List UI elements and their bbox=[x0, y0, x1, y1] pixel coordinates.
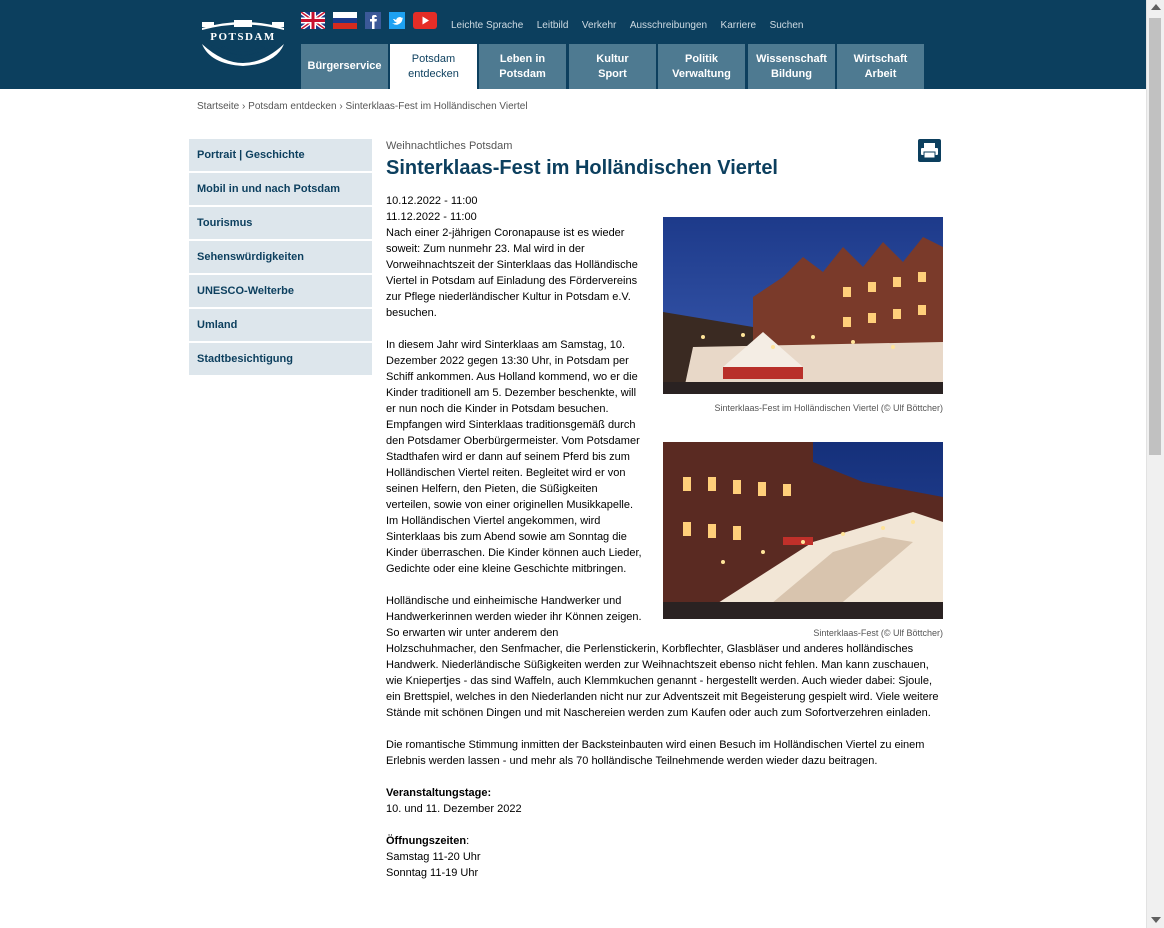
scroll-down-arrow-icon[interactable] bbox=[1151, 917, 1161, 923]
potsdam-logo[interactable] bbox=[196, 16, 290, 70]
sidebar-item-mobil[interactable]: Mobil in und nach Potsdam bbox=[189, 173, 372, 205]
vertical-scrollbar[interactable] bbox=[1146, 0, 1164, 928]
nav-label: Wirtschaft Arbeit bbox=[853, 52, 908, 80]
sidebar-item-sehenswuerdigkeiten[interactable]: Sehenswürdigkeiten bbox=[189, 241, 372, 273]
image-caption: Sinterklaas-Fest (© Ulf Böttcher) bbox=[813, 628, 943, 638]
nav-wirtschaft-arbeit[interactable] bbox=[837, 44, 924, 89]
breadcrumb bbox=[197, 101, 528, 112]
opening-hours bbox=[386, 833, 943, 881]
logo-text: POTSDAM bbox=[210, 31, 276, 43]
toplink-leichte-sprache[interactable]: Leichte Sprache bbox=[451, 20, 524, 31]
sidebar-item-stadtbesichtigung[interactable]: Stadtbesichtigung bbox=[189, 343, 372, 375]
youtube-icon[interactable] bbox=[413, 12, 437, 29]
nav-label: Kultur Sport bbox=[596, 52, 629, 80]
uk-flag-icon[interactable] bbox=[301, 12, 325, 29]
sidebar-item-tourismus[interactable]: Tourismus bbox=[189, 207, 372, 239]
article-paragraph: Die romantische Stimmung inmitten der Backsteinbauten wird einen Besuch im Holländischen Viertel zu einem Erlebnis werden lassen - und mehr als 70 holländische Teilnehmende werden wieder dazu beitragen. bbox=[386, 739, 925, 767]
sidebar-item-umland[interactable]: Umland bbox=[189, 309, 372, 341]
breadcrumb-current: Sinterklaas-Fest im Holländischen Viertel bbox=[345, 101, 528, 112]
event-date: 10.12.2022 - 11:00 bbox=[386, 195, 478, 207]
breadcrumb-separator: › bbox=[242, 101, 246, 112]
nav-buergerservice[interactable] bbox=[301, 44, 388, 89]
market-photo-evening[interactable] bbox=[663, 217, 943, 394]
facebook-icon[interactable] bbox=[365, 12, 381, 29]
scroll-up-arrow-icon[interactable] bbox=[1151, 4, 1161, 10]
nav-label: Bürgerservice bbox=[307, 60, 382, 72]
article-kicker: Weihnachtliches Potsdam bbox=[386, 140, 513, 152]
sidebar-item-portrait-geschichte[interactable]: Portrait | Geschichte bbox=[189, 139, 372, 171]
article-paragraph: Holländische und einheimische Handwerker und Handwerkerinnen werden wieder ihr Können zeigen. So erwarten wir unter anderem den Holzschuhmacher, den Senfmacher, die Perlenstickerin, Korbflechter, Glasbläser und anderes holländisches Handwerk. Niederländische Süßigkeiten werden zur Weihnachtszeit ebenso nicht fehlen. Man kann zuschauen, wie Kniepertjes - das sind Waffeln, auch Klemmkuchen genannt - hergestellt werden. Auch wieder dabei: Sjoule, ein Brettspiel, welches in den Niederlanden nicht nur zur Adventszeit mit Begeisterung gespielt wird. Viele weitere Stände mit schönen Dingen und mit Naschereien werden zum Kaufen oder auch zum Sofortverzehren einladen. bbox=[386, 595, 939, 719]
breadcrumb-home[interactable]: Startseite bbox=[197, 101, 240, 112]
nav-potsdam-entdecken[interactable] bbox=[390, 44, 477, 89]
breadcrumb-separator: › bbox=[339, 101, 343, 112]
nav-politik-verwaltung[interactable] bbox=[658, 44, 745, 89]
sidebar-item-unesco-welterbe[interactable]: UNESCO-Welterbe bbox=[189, 275, 372, 307]
opening-hours-sunday: Sonntag 11-19 Uhr bbox=[386, 867, 479, 879]
nav-label: Leben in Potsdam bbox=[499, 52, 546, 80]
article-paragraph: In diesem Jahr wird Sinterklaas am Samstag, 10. Dezember 2022 gegen 13:30 Uhr, in Potsdam per Schiff ankommen. Aus Holland kommend, wo er die Kinder traditionell am 5. Dezember beschenkte, will er nun noch die Kinder in Potsdam besuchen. Empfangen wird Sinterklaas traditionsgemäß durch den Potsdamer Oberbürgermeister. Vom Potsdamer Stadthafen wird er dann auf seinem Pferd bis zum Holländischen Viertel reiten. Begleitet wird er von seinen Helfern, den Pieten, die Süßigkeiten verteilen, sowie von einer originellen Musikkapelle. Im Holländischen Viertel angekommen, wird Sinterklaas bis zum Abend sowie am Sonntag die Kinder überraschen. Die Kinder können auch Lieder, Gedichte oder eine kleine Geschichte mitbringen. bbox=[386, 339, 642, 575]
event-days bbox=[386, 785, 943, 817]
print-icon[interactable] bbox=[918, 139, 941, 162]
event-days-value: 10. und 11. Dezember 2022 bbox=[386, 803, 522, 815]
image-caption: Sinterklaas-Fest im Holländischen Viertel (© Ulf Böttcher) bbox=[714, 403, 943, 413]
nav-leben-in-potsdam[interactable] bbox=[479, 44, 566, 89]
opening-hours-label: Öffnungszeiten bbox=[386, 835, 467, 847]
nav-label: Potsdam entdecken bbox=[408, 52, 459, 80]
article-figure bbox=[663, 217, 943, 414]
site-header bbox=[0, 0, 1146, 89]
twitter-icon[interactable] bbox=[389, 12, 405, 29]
nav-label: Politik Verwaltung bbox=[672, 52, 731, 80]
article bbox=[386, 139, 943, 897]
event-days-label: Veranstaltungstage: bbox=[386, 787, 492, 799]
article-figure bbox=[663, 442, 943, 639]
opening-hours-saturday: Samstag 11-20 Uhr bbox=[386, 851, 481, 863]
toplink-verkehr[interactable]: Verkehr bbox=[581, 20, 617, 31]
toplink-ausschreibungen[interactable]: Ausschreibungen bbox=[629, 20, 708, 31]
toplink-karriere[interactable]: Karriere bbox=[720, 20, 757, 31]
toplink-leitbild[interactable]: Leitbild bbox=[536, 20, 569, 31]
scrollbar-thumb[interactable] bbox=[1149, 18, 1161, 455]
nav-wissenschaft-bildung[interactable] bbox=[748, 44, 835, 89]
toplink-suchen[interactable]: Suchen bbox=[769, 20, 804, 31]
breadcrumb-potsdam-entdecken[interactable]: Potsdam entdecken bbox=[248, 101, 337, 112]
russia-flag-icon[interactable] bbox=[333, 12, 357, 29]
nav-label: Wissenschaft Bildung bbox=[756, 52, 827, 80]
market-photo-night[interactable] bbox=[663, 442, 943, 619]
page-title: Sinterklaas-Fest im Holländischen Viertel bbox=[386, 157, 778, 179]
nav-kultur-sport[interactable] bbox=[569, 44, 656, 89]
article-paragraph: Nach einer 2-jährigen Coronapause ist es wieder soweit: Zum nunmehr 23. Mal wird in der Vorweihnachtszeit der Sinterklaas das Holländische Viertel in Potsdam auf Einladung des Fördervereins zur Pflege niederländischer Kultur in Potsdam e.V. besuchen. bbox=[386, 227, 638, 319]
sidebar-navigation bbox=[189, 139, 372, 377]
opening-hours-colon: : bbox=[466, 835, 470, 847]
event-date: 11.12.2022 - 11:00 bbox=[386, 211, 477, 223]
top-links bbox=[451, 15, 813, 29]
